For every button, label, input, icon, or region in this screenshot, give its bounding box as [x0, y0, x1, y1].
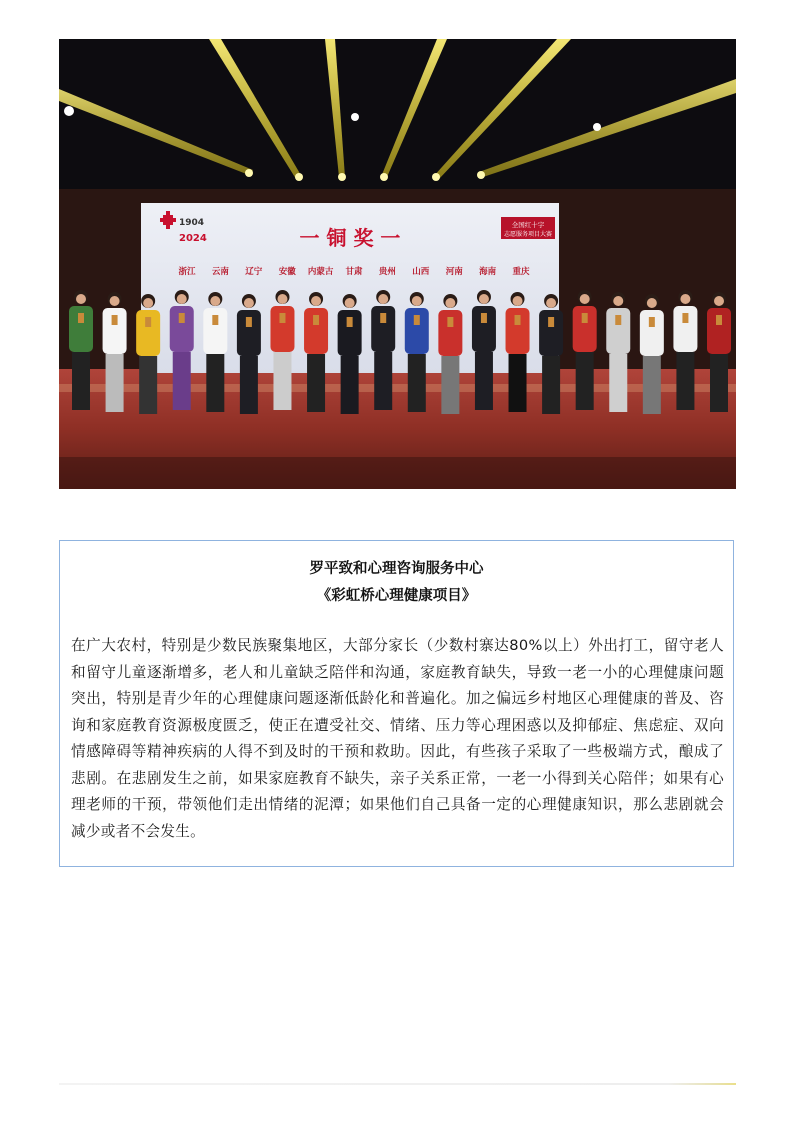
awardee-figure — [405, 292, 429, 412]
awardee-figure — [506, 292, 530, 412]
banner-province-label: 海南 — [479, 267, 497, 277]
awardee-figure — [606, 292, 630, 412]
awardee-figure — [304, 292, 328, 412]
awardee-figure — [640, 294, 664, 414]
banner-badge-line1: 全国红十字 — [511, 221, 545, 229]
project-description: 在广大农村，特别是少数民族聚集地区，大部分家长（少数村寨达80%以上）外出打工，留守老人和留守儿童逐渐增多，老人和儿童缺乏陪伴和沟通，家庭教育缺失，导致一老一小的心理健康问题突出，特别是青少年的心理健康问题逐渐低龄化和普遍化。加之偏远乡村地区心理健康的普及、咨询和家庭教育资源极度匮乏，使正在遭受社交、情绪、压力等心理困惑以及抑郁症、焦虑症、双向情感障碍等精神疾病的人得不到及时的干预和救助。因此，有些孩子采取了一些极端方式，酿成了悲剧。在悲剧发生之前，如果家庭教育不缺失，亲子关系正常，一老一小得到关心陪伴；如果有心理老师的干预，带领他们走出情绪的泥潭；如果他们自己具备一定的心理健康知识，那么悲剧就会减少或者不会发生。 — [71, 637, 724, 840]
banner-logo-year-top: 1904 — [179, 218, 205, 228]
awardee-figure — [69, 290, 93, 410]
awardee-figure — [539, 294, 563, 414]
project-card — [59, 540, 734, 867]
awardee-figure — [136, 294, 160, 414]
banner-province-label: 安徽 — [278, 267, 296, 277]
awardee-figure — [673, 290, 697, 410]
banner-province-label: 贵州 — [378, 267, 396, 277]
banner-province-label: 云南 — [211, 267, 229, 277]
banner-province-label: 内蒙古 — [307, 267, 334, 277]
footer-divider — [59, 1083, 736, 1085]
banner-province-label: 浙江 — [178, 267, 196, 277]
awardee-figure — [170, 290, 194, 410]
awardee-figure — [203, 292, 227, 412]
banner-province-label: 辽宁 — [245, 267, 263, 277]
awardee-figure — [707, 292, 731, 412]
project-title: 《彩虹桥心理健康项目》 — [316, 588, 477, 604]
banner-award-title: 一 铜 奖 一 — [299, 226, 401, 250]
banner-logo-year-bottom: 2024 — [179, 233, 207, 244]
awardee-figure — [270, 290, 294, 410]
banner-province-label: 重庆 — [512, 267, 530, 277]
awardee-figure — [573, 290, 597, 410]
awardee-figure — [438, 294, 462, 414]
awardee-figure — [103, 292, 127, 412]
banner-province-label: 甘肃 — [345, 267, 363, 277]
awardee-figure — [472, 290, 496, 410]
award-ceremony-photo — [59, 39, 736, 489]
banner-province-label: 河南 — [445, 267, 463, 277]
awardee-figure — [371, 290, 395, 410]
awardee-figure — [338, 294, 362, 414]
banner-province-label: 山西 — [412, 267, 430, 277]
stage-scene — [59, 39, 736, 489]
organization-name: 罗平致和心理咨询服务中心 — [309, 561, 484, 577]
banner-badge-line2: 志愿服务项目大赛 — [503, 231, 553, 238]
awardee-figure — [237, 294, 261, 414]
